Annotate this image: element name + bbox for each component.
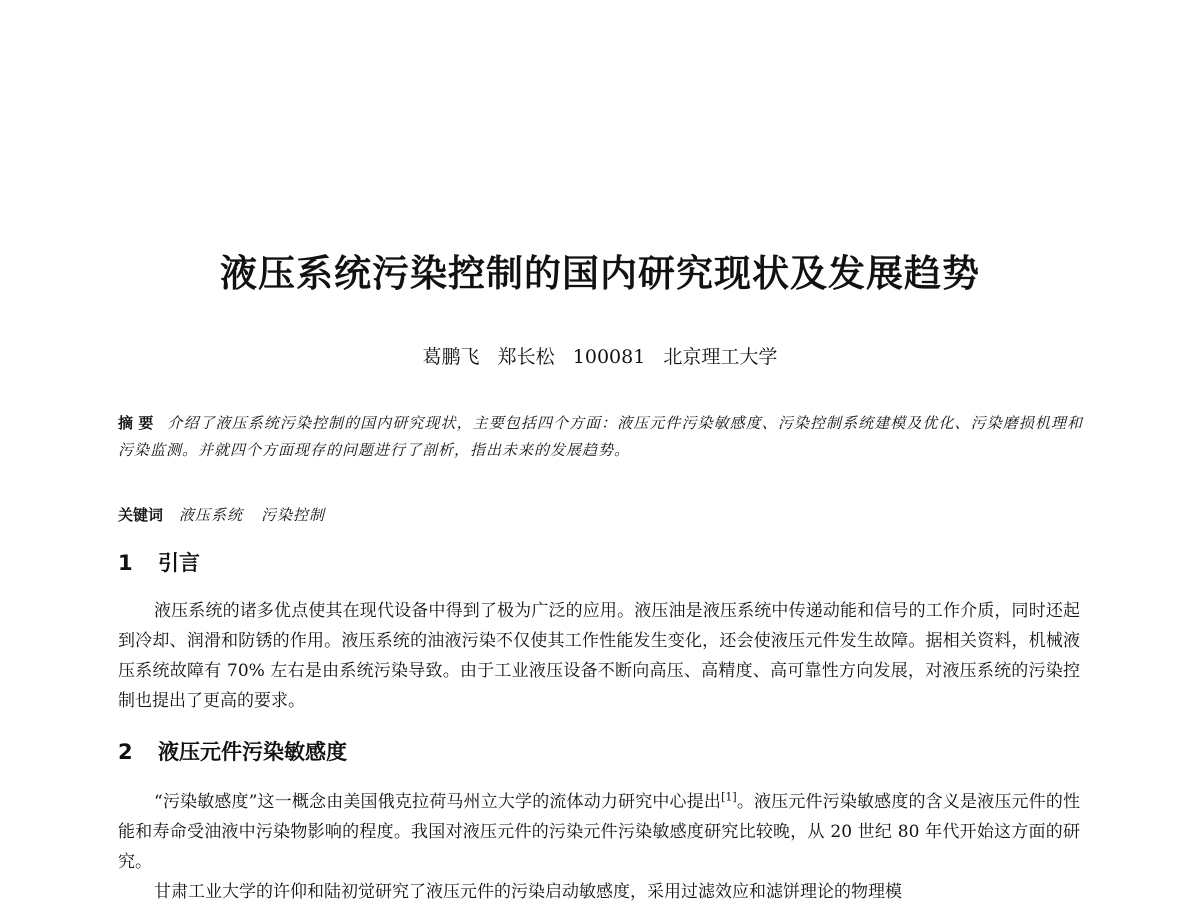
body-paragraph <box>118 787 1080 877</box>
author-line: 葛鹏飞 郑长松 100081 北京理工大学 <box>422 346 778 368</box>
section-title: 引言 <box>158 551 200 575</box>
section-title: 液压元件污染敏感度 <box>158 740 347 764</box>
abstract <box>118 410 1083 464</box>
keyword-item: 污染控制 <box>261 506 326 524</box>
abstract-text: 介绍了液压系统污染控制的国内研究现状，主要包括四个方面：液压元件污染敏感度、污染控制系统建模及优化、污染磨损机理和污染监测。并就四个方面现存的问题进行了剖析，指出未来的发展趋势。 <box>118 414 1083 459</box>
body-paragraph: 液压系统的诸多优点使其在现代设备中得到了极为广泛的应用。液压油是液压系统中传递动能和信号的工作介质，同时还起到冷却、润滑和防锈的作用。液压系统的油液污染不仅使其工作性能发生变化，还会使液压元件发生故障。据相关资料，机械液压系统故障有 70% 左右是由系统污染导致。由于工业液压设备不断向高压、高精度、高可靠性方向发展，对液压系统的污染控制也提出了更高的要求。 <box>118 601 1080 711</box>
abstract-label: 摘 要 <box>118 414 154 432</box>
section-number: 2 <box>118 740 133 764</box>
paragraph-text: 。液压元件污染敏感度的含义是液压元件的性能和寿命受油液中污染物影响的程度。我国对液压元件的污染元件污染敏感度研究比较晚，从 20 世纪 80 年代开始这方面的研究。 <box>118 792 1080 872</box>
citation-ref: [1] <box>721 790 737 804</box>
paper-title: 液压系统污染控制的国内研究现状及发展趋势 <box>220 252 980 295</box>
section-heading-introduction <box>118 548 200 578</box>
body-paragraph: 甘肃工业大学的许仰和陆初觉研究了液压元件的污染启动敏感度，采用过滤效应和滤饼理论的物理模 <box>154 882 902 902</box>
section-number: 1 <box>118 551 133 575</box>
keyword-item: 液压系统 <box>179 506 244 524</box>
section-heading-sensitivity <box>118 737 347 767</box>
keywords-label: 关键词 <box>118 506 164 524</box>
paragraph-text: “污染敏感度”这一概念由美国俄克拉荷马州立大学的流体动力研究中心提出 <box>154 792 722 812</box>
keywords-line <box>118 502 343 529</box>
